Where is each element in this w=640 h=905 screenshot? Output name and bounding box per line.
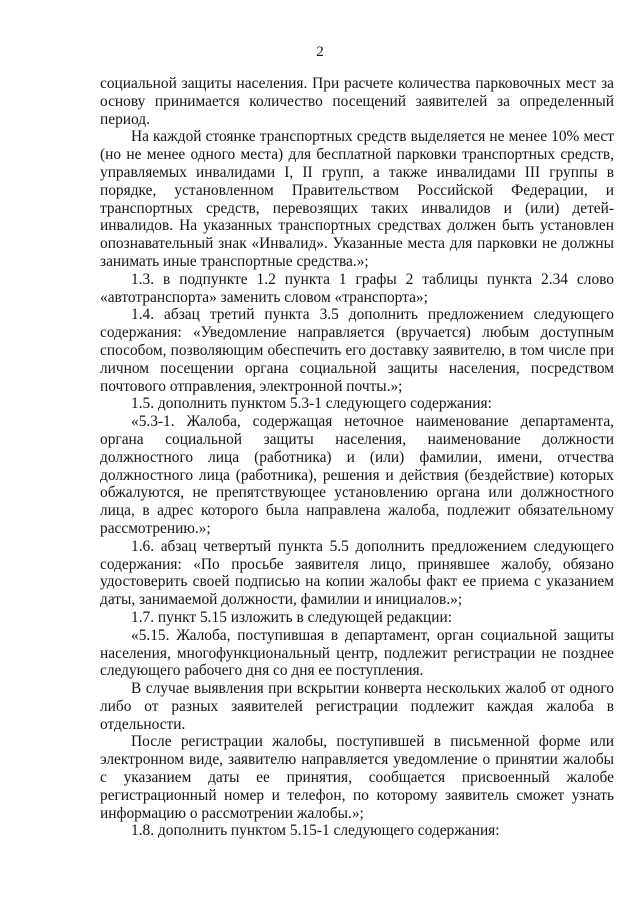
paragraph-multiple-complaints: В случае выявления при вскрытии конверта нескольких жалоб от одного либо от разных заявителей регистрации подлежит каждая жалоба в отдельности. xyxy=(100,680,614,733)
paragraph-item-1-7: 1.7. пункт 5.15 изложить в следующей редакции: xyxy=(131,608,452,626)
paragraph-item-1-3: 1.3. в подпункте 1.2 пункта 1 графы 2 таблицы пункта 2.34 слово «автотранспорта» заменить словом «транспорта»; xyxy=(100,270,614,306)
paragraph-item-1-4: 1.4. абзац третий пункта 3.5 дополнить предложением следующего содержания: «Уведомление направляется (вручается) любым доступным способом, позволяющим обеспечить его доставку заявителю, в том числе при личном посещении органа социальной защиты населения, посредством почтового отправления, электронной почты.»; xyxy=(100,306,614,395)
paragraph-item-1-6: 1.6. абзац четвертый пункта 5.5 дополнить предложением следующего содержания: «По просьбе заявителя лицо, принявшее жалобу, обязано удостоверить своей подписью на копии жалобы факт ее приема с указанием даты, занимаемой должности, фамилии и инициалов.»; xyxy=(100,537,614,609)
paragraph-continuation: социальной защиты населения. При расчете количества парковочных мест за основу принимается количество посещений заявителей за определенный период. xyxy=(100,75,614,128)
paragraph-parking-places: На каждой стоянке транспортных средств выделяется не менее 10% мест (но не менее одного места) для бесплатной парковки транспортных средств, управляемых инвалидами I, II групп, а также инвалидами III группы в порядке, установленном Правительством Российской Федерации, и транспортных средств, перевозящих таких инвалидов и (или) детей-инвалидов. На указанных транспортных средствах должен быть установлен опознавательный знак «Инвалид». Указанные места для парковки не должны занимать иные транспортные средства.»; xyxy=(100,128,614,270)
paragraph-clause-5-15: «5.15. Жалоба, поступившая в департамент, орган социальной защиты населения, многофункциональный центр, подлежит регистрации не позднее следующего рабочего дня со дня ее поступления. xyxy=(100,626,614,680)
document-body xyxy=(100,75,614,840)
paragraph-item-1-5: 1.5. дополнить пунктом 5.3-1 следующего содержания: xyxy=(131,395,492,413)
paragraph-clause-5-3-1: «5.3-1. Жалоба, содержащая неточное наименование департамента, органа социальной защиты населения, наименование должности должностного лица (работника) и (или) фамилии, имени, отчества должностного лица (работника), решения и действия (бездействие) которых обжалуются, не препятствующее установлению органа или должностного лица, в адрес которого была направлена жалоба, подлежит обязательному рассмотрению.»; xyxy=(100,413,614,537)
page-number: 2 xyxy=(316,44,324,60)
paragraph-registration-notice: После регистрации жалобы, поступившей в письменной форме или электронном виде, заявителю направляется уведомление о принятии жалобы с указанием даты ее принятия, сообщается присвоенный жалобе регистрационный номер и телефон, по которому заявитель сможет узнать информацию о рассмотрении жалобы.»; xyxy=(100,733,614,822)
paragraph-item-1-8: 1.8. дополнить пунктом 5.15-1 следующего содержания: xyxy=(131,822,500,840)
